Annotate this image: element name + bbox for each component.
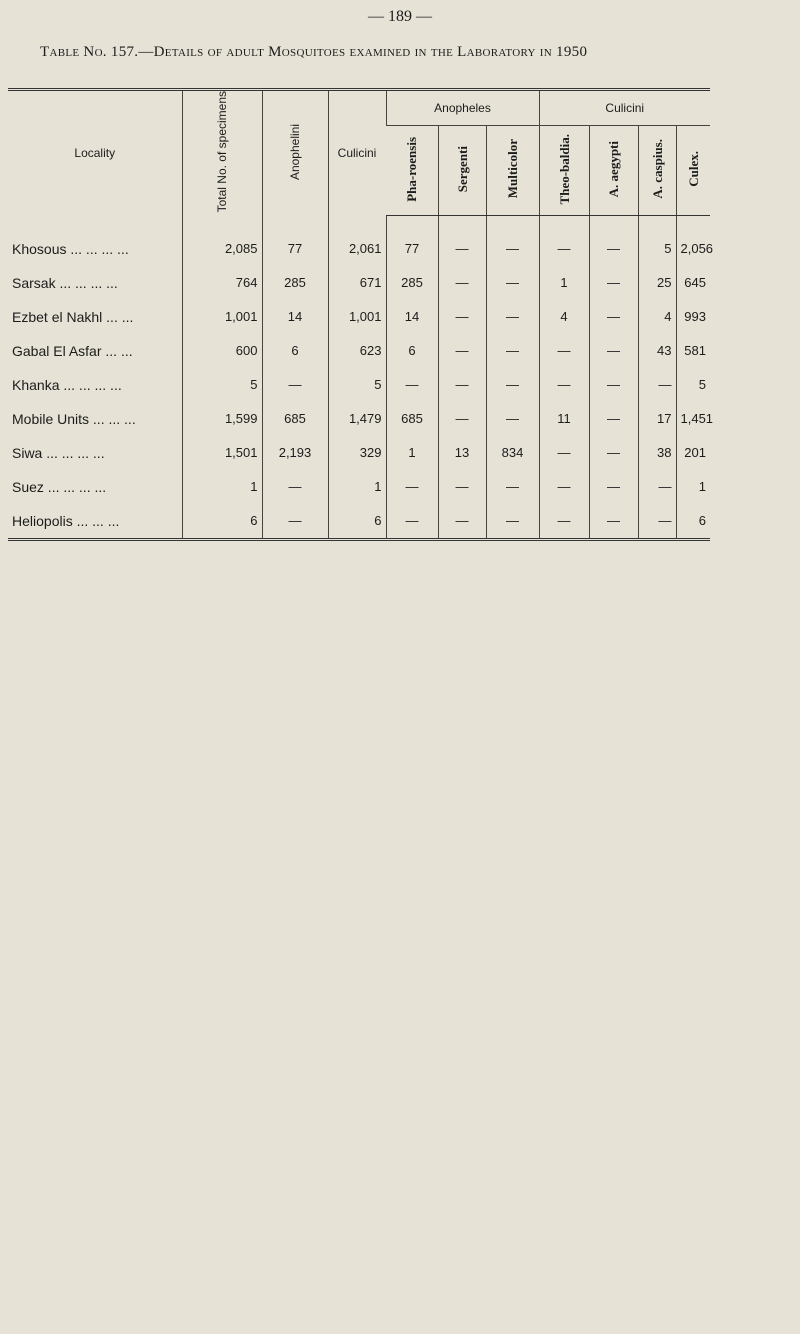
cell-locality: Heliopolis ... ... ... [8,504,182,540]
table-title: —Details of adult Mosquitoes examined in the Laboratory in 1950 [138,44,588,60]
cell-aegypti: — [589,368,638,402]
cell-anophelini: — [262,368,328,402]
table-row [8,334,710,368]
cell-sergenti: — [438,266,486,300]
cell-aegypti: — [589,334,638,368]
cell-aegypti: — [589,470,638,504]
cell-multicolor: — [486,504,539,540]
cell-caspius: — [638,470,676,504]
cell-culicini: 329 [328,436,386,470]
cell-sergenti: — [438,402,486,436]
cell-theobaldia: — [539,215,589,266]
cell-locality: Suez ... ... ... ... [12,478,107,495]
cell-multicolor: — [486,402,539,436]
header-culicini: Culicini [328,91,386,215]
cell-multicolor: — [486,368,539,402]
cell-pharoensis: 6 [386,334,438,368]
table-row [8,266,710,300]
cell-locality: Mobile Units ... ... ... [12,410,136,427]
cell-aegypti: — [589,504,638,540]
cell-pharoensis: — [386,504,438,540]
cell-theobaldia: 11 [539,402,589,436]
cell-theobaldia: — [539,334,589,368]
cell-culex: 6 [676,504,710,540]
cell-theobaldia: 1 [539,266,589,300]
cell-pharoensis: 285 [386,266,438,300]
table-row [8,504,710,540]
header-sergenti: Sergenti [438,125,486,215]
table-row [8,402,710,436]
cell-theobaldia: — [539,368,589,402]
cell-multicolor: — [486,300,539,334]
header-culicini-group: Culicini [539,91,710,125]
cell-theobaldia: — [539,436,589,470]
table-row [8,436,710,470]
cell-culicini: 6 [328,504,386,540]
cell-theobaldia: 4 [539,300,589,334]
header-theobaldia: Theo-baldia. [539,125,589,215]
cell-theobaldia: — [539,504,589,540]
cell-pharoensis: 1 [386,436,438,470]
cell-locality: Sarsak ... ... ... ... [12,274,118,291]
header-anophelini: Anophelini [262,91,328,215]
header-locality: Locality [74,146,116,161]
cell-locality: Ezbet el Nakhl ... ... [12,308,134,325]
cell-total: 1,599 [182,402,262,436]
cell-culicini: 1,001 [328,300,386,334]
cell-aegypti: — [589,436,638,470]
cell-caspius: — [638,504,676,540]
cell-locality: Khosous ... ... ... ... [12,240,129,257]
cell-sergenti: — [438,368,486,402]
cell-anophelini: 77 [262,215,328,266]
cell-anophelini: 6 [262,334,328,368]
table-row [8,215,710,266]
cell-culicini: 2,061 [328,215,386,266]
cell-caspius: 43 [638,334,676,368]
cell-sergenti: 13 [438,436,486,470]
cell-anophelini: 285 [262,266,328,300]
cell-pharoensis: — [386,470,438,504]
cell-culex: 581 [676,334,710,368]
cell-caspius: 38 [638,436,676,470]
cell-sergenti: — [438,504,486,540]
cell-culicini: 671 [328,266,386,300]
cell-aegypti: — [589,402,638,436]
cell-culicini: 1 [328,470,386,504]
header-culex: Culex. [676,125,710,215]
header-caspius: A. caspius. [638,125,676,215]
mosquito-table [8,88,714,541]
cell-caspius: 25 [638,266,676,300]
cell-culicini: 1,479 [328,402,386,436]
cell-multicolor: — [486,334,539,368]
cell-pharoensis: 14 [386,300,438,334]
cell-pharoensis: 685 [386,402,438,436]
header-anopheles-group: Anopheles [386,91,539,125]
cell-culex: 2,056 [676,215,710,266]
header-total: Total No. of specimens [182,91,262,215]
cell-culex: 645 [676,266,710,300]
cell-total: 764 [182,266,262,300]
cell-caspius: 4 [638,300,676,334]
page-number: — 189 — [368,8,432,25]
cell-anophelini: — [262,470,328,504]
cell-caspius: 5 [638,215,676,266]
cell-pharoensis: — [386,368,438,402]
cell-locality: Khanka ... ... ... ... [12,376,122,393]
cell-total: 1,001 [182,300,262,334]
cell-total: 5 [182,368,262,402]
header-aegypti: A. aegypti [589,125,638,215]
cell-anophelini: — [262,504,328,540]
table-number: Table No. 157. [40,44,139,60]
cell-multicolor: — [486,215,539,266]
cell-total: 1,501 [182,436,262,470]
cell-culex: 1 [676,470,710,504]
cell-aegypti: — [589,300,638,334]
cell-multicolor: 834 [486,436,539,470]
cell-anophelini: 2,193 [262,436,328,470]
cell-multicolor: — [486,266,539,300]
table-row [8,368,710,402]
table-row [8,470,710,504]
cell-locality: Siwa ... ... ... ... [12,444,105,461]
cell-theobaldia: — [539,470,589,504]
cell-total: 1 [182,470,262,504]
header-pharoensis: Pha-roensis [386,125,438,215]
cell-sergenti: — [438,334,486,368]
cell-culex: 1,451 [676,402,710,436]
cell-culicini: 623 [328,334,386,368]
cell-culex: 201 [676,436,710,470]
cell-caspius: — [638,368,676,402]
cell-multicolor: — [486,470,539,504]
cell-sergenti: — [438,470,486,504]
cell-anophelini: 14 [262,300,328,334]
cell-total: 2,085 [182,215,262,266]
cell-total: 600 [182,334,262,368]
cell-culex: 5 [676,368,710,402]
table-caption [40,44,780,61]
cell-sergenti: — [438,215,486,266]
cell-aegypti: — [589,215,638,266]
cell-pharoensis: 77 [386,215,438,266]
header-multicolor: Multicolor [486,125,539,215]
cell-caspius: 17 [638,402,676,436]
table-row [8,300,710,334]
cell-culicini: 5 [328,368,386,402]
cell-aegypti: — [589,266,638,300]
cell-locality: Gabal El Asfar ... ... [12,342,133,359]
cell-total: 6 [182,504,262,540]
cell-anophelini: 685 [262,402,328,436]
cell-culex: 993 [676,300,710,334]
cell-sergenti: — [438,300,486,334]
